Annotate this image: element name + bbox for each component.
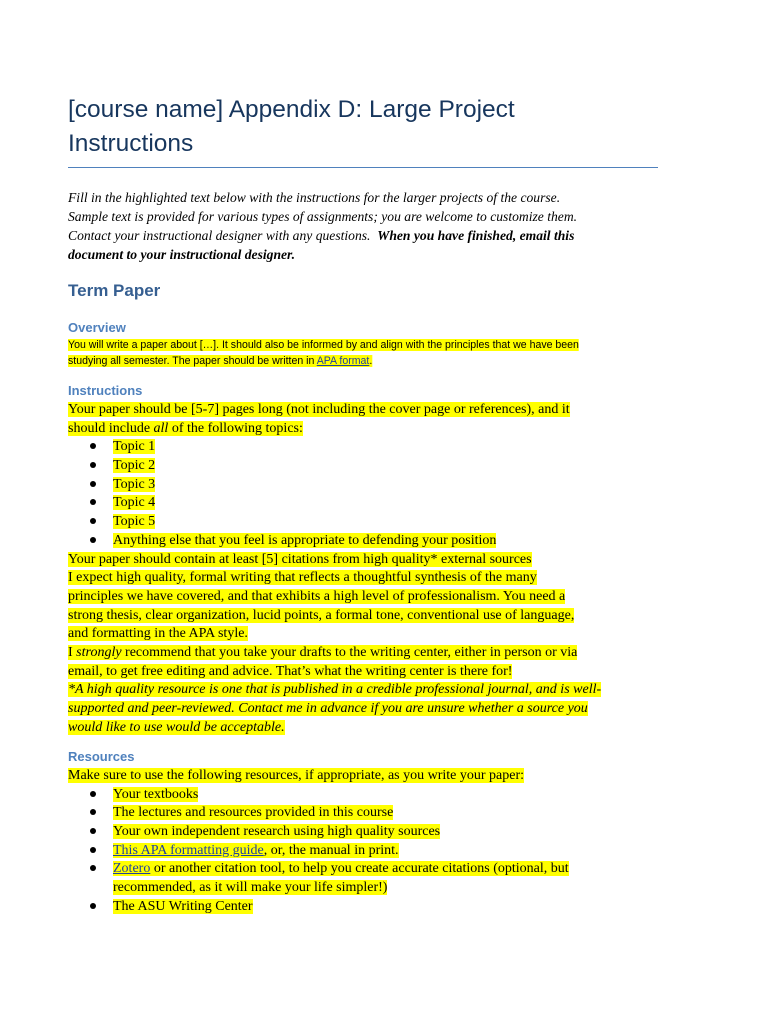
instructions-body: Your paper should be [5-7] pages long (not including the cover page or references), and it should include all of the following topics: Topic 1 Topic 2 Topic 3 Topic 4 Topic 5 Anything else that you feel is appropriate to defending your position Your paper should contain at least [5] citations from high quality* external sources I expect high quality, formal writing that reflects a thoughtful synthesis of the many principles we have covered, and that exhibits a high level of professionalism. You need a strong thesis, clear organization, lucid points, a formal tone, conventional use of language, and formatting in the APA style. I strongly recommend that you take your drafts to the writing center, either in person or via email, to get free editing and advice. That’s what the writing center is there for! *A high quality resource is one that is published in a credible professional journal, and is well- supported and peer-reviewed. Contact me in advance if you are unsure whether a source you would like to use would be acceptable. bbox=[68, 401, 658, 737]
list-item: Your textbooks bbox=[68, 786, 658, 805]
apa-guide-link[interactable]: This APA formatting guide bbox=[113, 842, 264, 858]
list-item: Topic 5 bbox=[68, 513, 658, 532]
overview-paragraph: You will write a paper about […]. It should also be informed by and align with the principles that we have been studying all semester. The paper should be written in APA format. bbox=[68, 339, 579, 367]
list-item: Topic 3 bbox=[68, 476, 658, 495]
citation-requirement: Your paper should contain at least [5] citations from high quality* external sources bbox=[68, 551, 532, 567]
list-item: Your own independent research using high quality sources bbox=[68, 823, 658, 842]
bullet-icon bbox=[90, 481, 96, 487]
bullet-icon bbox=[90, 518, 96, 524]
bullet-icon bbox=[90, 462, 96, 468]
intro-line-4: document to your instructional designer. bbox=[68, 247, 295, 262]
bullet-icon bbox=[90, 809, 96, 815]
title-rule bbox=[68, 167, 658, 168]
overview-heading: Overview bbox=[68, 320, 126, 335]
bullet-icon bbox=[90, 443, 96, 449]
list-item: Topic 4 bbox=[68, 494, 658, 513]
bullet-icon bbox=[90, 499, 96, 505]
list-item: This APA formatting guide, or, the manual in print. bbox=[68, 842, 658, 861]
footnote: *A high quality resource is one that is published in a credible professional journal, and is well- bbox=[68, 682, 602, 698]
intro-line-1: Fill in the highlighted text below with the instructions for the larger projects of the course. bbox=[68, 190, 561, 205]
title-line-2: Instructions bbox=[68, 130, 194, 157]
length-requirement: Your paper should be [5-7] pages long (not including the cover page or references), and it bbox=[68, 402, 570, 417]
list-item: Topic 2 bbox=[68, 457, 658, 476]
list-item-continuation: recommended, as it will make your life simpler!) bbox=[113, 880, 388, 896]
apa-format-link[interactable]: APA format bbox=[316, 355, 370, 367]
bullet-icon bbox=[90, 537, 96, 543]
instructions-heading: Instructions bbox=[68, 383, 143, 398]
bullet-icon bbox=[90, 865, 96, 871]
document-title bbox=[68, 93, 668, 161]
list-item: The lectures and resources provided in this course bbox=[68, 804, 658, 823]
resources-heading: Resources bbox=[68, 749, 135, 764]
bullet-icon bbox=[90, 828, 96, 834]
list-item: The ASU Writing Center bbox=[68, 898, 658, 917]
bullet-icon bbox=[90, 903, 96, 909]
list-item: Topic 1 bbox=[68, 438, 658, 457]
term-paper-heading: Term Paper bbox=[68, 281, 161, 300]
bullet-icon bbox=[90, 847, 96, 853]
list-item: Zotero or another citation tool, to help you create accurate citations (optional, but bbox=[68, 860, 658, 879]
bullet-icon bbox=[90, 791, 96, 797]
intro-paragraph bbox=[68, 188, 668, 264]
intro-line-3: Contact your instructional designer with any questions. When you have finished, email this bbox=[68, 228, 575, 243]
zotero-link[interactable]: Zotero bbox=[113, 861, 151, 877]
intro-line-2: Sample text is provided for various types of assignments; you are welcome to customize them. bbox=[68, 209, 578, 224]
resources-body: Make sure to use the following resources, if appropriate, as you write your paper: Your textbooks The lectures and resources provided in this course Your own independent research using high quality sources This APA formatting guide, or, the manual in print. Zotero or another citation tool, to help you create accurate citations (optional, but recommended, as it will make your life simpler!) The ASU Writing Center bbox=[68, 767, 658, 917]
title-line-1: [course name] Appendix D: Large Project bbox=[68, 96, 515, 123]
list-item: Anything else that you feel is appropriate to defending your position bbox=[68, 532, 658, 551]
